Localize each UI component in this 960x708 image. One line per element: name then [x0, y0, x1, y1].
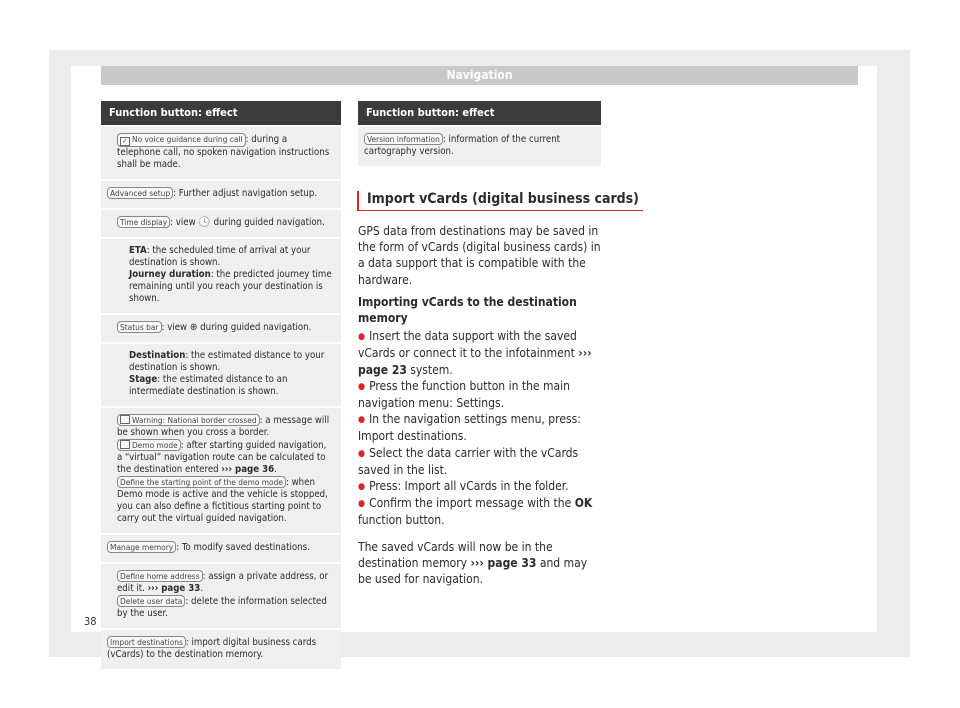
advanced-setup-button[interactable]: Advanced setup	[107, 187, 173, 199]
manage-memory-button[interactable]: Manage memory	[107, 541, 176, 553]
crosshair-icon: ⊕	[189, 322, 198, 333]
section-title: Import vCards (digital business cards)	[357, 191, 643, 211]
status-bar-button[interactable]: Status bar	[117, 321, 162, 333]
define-home-address-button[interactable]: Define home address	[117, 570, 203, 582]
subheading: Importing vCards to the destination memory	[358, 294, 577, 326]
page-link[interactable]: ››› page 33	[470, 555, 537, 570]
list-item: ● In the navigation settings menu, press: Import destinations.	[358, 411, 602, 444]
table-head: Function button: effect	[358, 101, 601, 125]
section-body	[358, 223, 602, 593]
checkbox-icon: ✓	[120, 137, 130, 146]
list-item: ● Select the data carrier with the vCards saved in the list.	[358, 445, 602, 478]
time-display-button[interactable]: Time display	[117, 216, 170, 228]
page-link[interactable]: ››› page 23	[358, 346, 592, 377]
checkbox-icon	[120, 415, 130, 424]
checkbox-icon	[120, 440, 130, 449]
table-row: Destination: the estimated distance to your destination is shown. Stage: the estimated distance to an intermediate destination is shown.	[101, 342, 341, 406]
list-item: ● Press: Import all vCards in the folder.	[358, 478, 602, 495]
table-row: Warning: National border crossed : a message will be shown when you cross a border. Demo mode : after starting guided navigation, a “virtual” navigation route can be calculated to the destination entered ››› page 36. Define the starting point of the demo mode : when Demo mode is active and the vehicle is stopped, you can also define a fictitious starting point to carry out the virtual guided navigation.	[101, 406, 341, 533]
page-header: Navigation	[101, 66, 858, 85]
table-row: Status bar : view ⊕ during guided navigation.	[101, 313, 341, 342]
list-item: ● Confirm the import message with the OK function button.	[358, 495, 602, 528]
function-table-left	[101, 101, 341, 669]
list-item: ● Insert the data support with the saved vCards or connect it to the infotainment ››› page 23 system.	[358, 328, 602, 378]
table-row: ✓ No voice guidance during call : during a telephone call, no spoken navigation instructions shall be made.	[101, 125, 341, 179]
version-information-button[interactable]: Version information	[364, 133, 443, 145]
page-number: 38	[84, 615, 97, 628]
table-row: Time display : view 🕓 during guided navigation.	[101, 208, 341, 237]
function-table-right	[358, 101, 601, 166]
page-link[interactable]: ››› page 33	[147, 583, 201, 594]
intro-paragraph: GPS data from destinations may be saved in the form of vCards (digital business cards) in a data support that is compatible with the hardware.	[358, 224, 601, 287]
table-row: Define home address : assign a private address, or edit it. ››› page 33. Delete user data : delete the information selected by the user.	[101, 562, 341, 628]
table-row: ETA: the scheduled time of arrival at your destination is shown. Journey duration: the predicted journey time remaining until you reach your destination is shown.	[101, 237, 341, 313]
page-link[interactable]: ››› page 36	[221, 464, 275, 475]
table-head: Function button: effect	[101, 101, 341, 125]
demo-mode-button[interactable]: Demo mode	[117, 439, 181, 451]
list-item: ● Press the function button in the main navigation menu: Settings.	[358, 378, 602, 411]
outro-paragraph: The saved vCards will now be in the destination memory ››› page 33 and may be used for navigation.	[358, 539, 588, 587]
import-destinations-button[interactable]: Import destinations	[107, 636, 186, 648]
clock-icon: 🕓	[198, 217, 211, 228]
table-row: Manage memory : To modify saved destinations.	[101, 533, 341, 562]
table-row: Version information : information of the current cartography version.	[358, 125, 601, 166]
demo-start-point-button[interactable]: Define the starting point of the demo mode	[117, 476, 286, 488]
table-row: Import destinations : import digital business cards (vCards) to the destination memory.	[101, 628, 341, 669]
delete-user-data-button[interactable]: Delete user data	[117, 595, 185, 607]
no-voice-guidance-button[interactable]: ✓ No voice guidance during call	[117, 133, 246, 147]
border-warning-button[interactable]: Warning: National border crossed	[117, 414, 260, 426]
table-row: Advanced setup : Further adjust navigation setup.	[101, 179, 341, 208]
